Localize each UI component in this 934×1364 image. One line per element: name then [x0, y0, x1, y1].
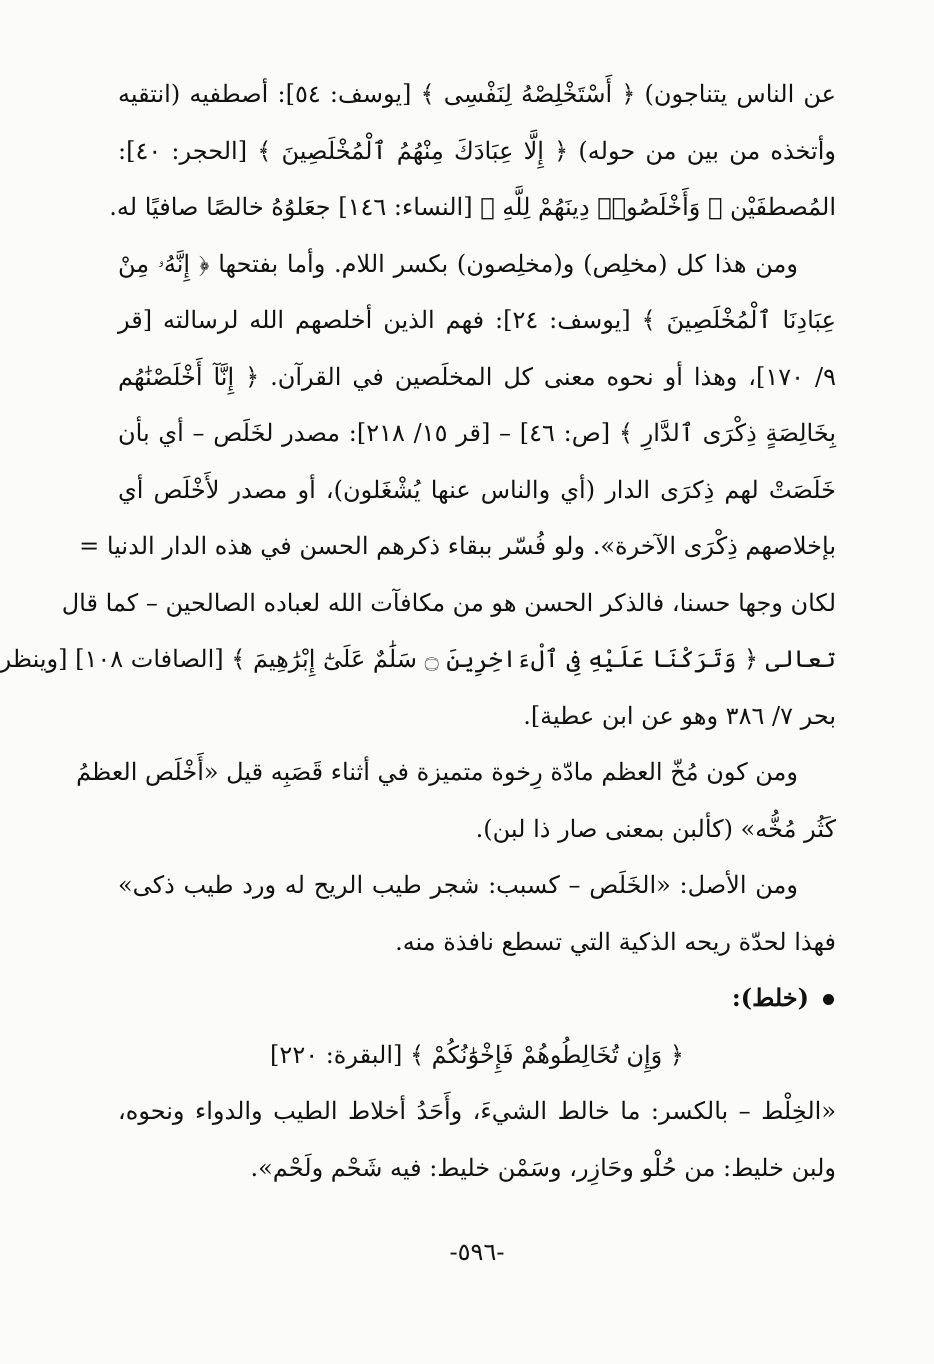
text-line: عن الناس يتناجون) ﴿ أَسْتَخْلِصْهُ لِنَفْسِى ﴾ [يوسف: ٥٤]: أصطفيه (انتقيه: [118, 80, 836, 108]
text-line: بحر ٧/ ٣٨٦ وهو عن ابن عطية].: [523, 701, 836, 730]
text-line: ومن هذا كل (مخلِص) و(مخلِصون) بكسر اللام. وأما بفتحها ﴿ إِنَّهُۥ مِنْ: [118, 249, 798, 278]
text-line: المُصطفَيْن ﴿ وَأَخْلَصُوا۟ دِينَهُمْ لِلَّهِ ﴾ [النساء: ١٤٦] جعَلوُهُ خالصًا صافيًا له.: [109, 193, 836, 221]
text-line: كَثُر مُخُّه» (كألبن بمعنى صار ذا لبن).: [475, 814, 836, 843]
bullet-icon: [823, 994, 834, 1005]
text-line: ٩/ ١٧٠]، وهذا أو نحوه معنى كل المخلَصين في القرآن. ﴿ إِنَّآ أَخْلَصْنَٰهُم: [118, 362, 836, 391]
text-line: خَلَصَتْ لهم ذِكرَى الدار (أي والناس عنها يُشْغَلون)، أو مصدر لأَخْلَص أي: [118, 475, 836, 504]
text-line: ولبن خليط: من حُلْو وحَازِر، وسَمْن خليط: فيه شَحْم ولَحْم».: [250, 1153, 836, 1182]
text-line: عِبَادِنَا ٱلْمُخْلَصِينَ ﴾ [يوسف: ٢٤]: فهم الذين أخلصهم الله لرسالته [قر: [118, 306, 836, 334]
definition-block: [118, 1083, 836, 1196]
text-line: تعالى ﴿ وَتَرَكْنَا عَلَيْهِ فِى ٱلْءَاخِرِينَ ۝ سَلَٰمٌ عَلَىٰٓ إِبْرَٰهِيمَ ﴾ [الصافات ١٠٨] [وينظر: [0, 645, 836, 673]
paragraph-block: [0, 66, 836, 970]
quranic-verse: ﴿ وَإِن تُخَالِطُوهُمْ فَإِخْوَٰنُكُمْ ﴾ [البقرة: ٢٢٠]: [270, 1040, 684, 1069]
text-line: فهذا لحدّة ريحه الذكية التي تسطع نافذة منه.: [395, 927, 836, 956]
text-line: لكان وجها حسنا، فالذكر الحسن هو من مكافآت الله لعباده الصالحين – كما قال: [61, 588, 836, 617]
text-line: بإخلاصهم ذِكْرَى الآخرة». ولو فُسّر ببقاء ذكرهم الحسن في هذه الدار الدنيا =: [79, 532, 836, 560]
page-body: [0, 66, 836, 1196]
section-heading-line: [118, 970, 836, 1027]
text-line: «الخِلْط – بالكسر: ما خالط الشيءَ، وأَحَدُ أخلاط الطيب والدواء ونحوه،: [118, 1097, 836, 1125]
page-number: -٥٩٦-: [449, 1238, 505, 1266]
text-line: بِخَالِصَةٍ ذِكْرَى ٱلدَّارِ ﴾ [ص: ٤٦] – [قر ١٥/ ٢١٨]: مصدر لخَلَص – أي بأن: [118, 419, 836, 447]
section-heading: (خلط):: [731, 983, 809, 1012]
text-line: ومن كون مُخّ العظم مادّة رِخوة متميزة في أثناء قَصَبِه قيل «أَخْلَص العظمُ: [76, 758, 798, 786]
text-line: وأتخذه من بين من حوله) ﴿ إِلَّا عِبَادَكَ مِنْهُمُ ٱلْمُخْلَصِينَ ﴾ [الحجر: ٤٠]:: [118, 136, 836, 165]
text-line: ومن الأصل: «الخَلَص – كسبب: شجر طيب الريح له ورد طيب ذكى»: [118, 871, 798, 899]
